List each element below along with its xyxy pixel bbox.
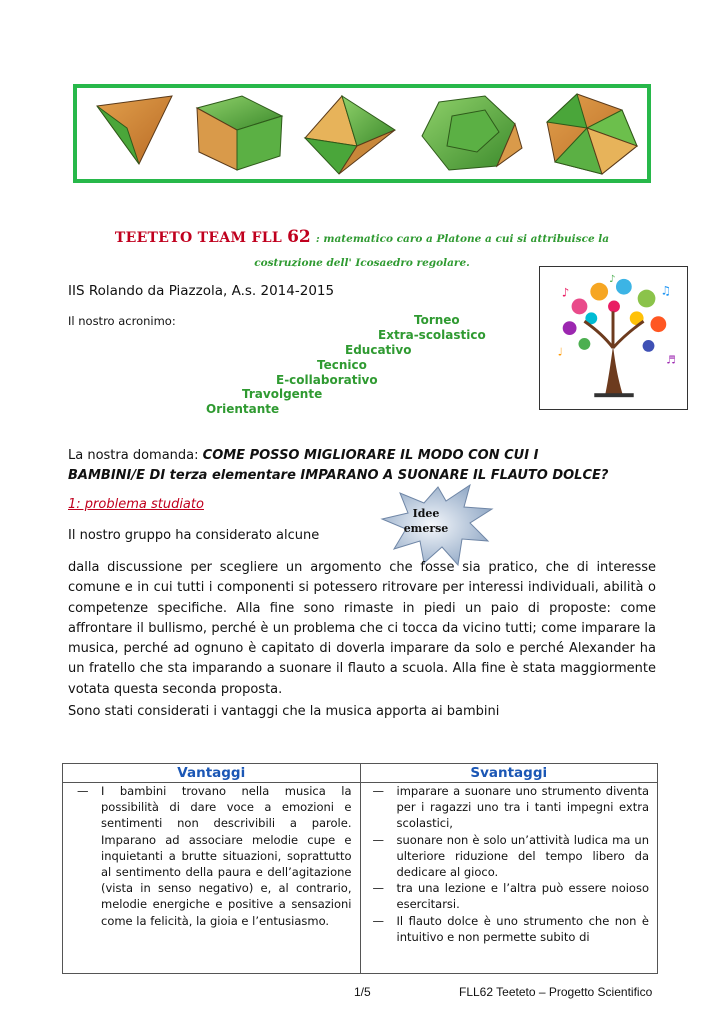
tetrahedron-shape	[97, 96, 172, 164]
column-header-vantaggi: Vantaggi	[63, 764, 361, 783]
vantaggi-cell	[63, 783, 361, 974]
svg-text:♬: ♬	[666, 353, 676, 367]
section-heading[interactable]: 1: problema studiato	[68, 497, 204, 512]
vantaggi-item-text: I bambini trovano nella musica la possibilità di dare voce a emozioni e sentimenti non descrivibili a parole. Imparano ad associare melodie cupe e inquietanti a brutte situazioni, soprattutto al sentimento della paura e dell’agitazione (vista in senso negativo) e, al contrario, melodie energiche e positive a sensazioni come la felicità, la gioia e l’entusiasmo.	[101, 784, 352, 928]
title-team: TEETETO TEAM FLL	[114, 230, 282, 246]
title-subtitle-1: : matematico caro a Platone a cui si attribuisce la	[315, 233, 610, 245]
acronym-word-torneo: Torneo	[414, 313, 460, 327]
callout-line-1: Idee	[412, 507, 440, 520]
svantaggi-item-text: imparare a suonare uno strumento diventa per i ragazzi uno tra i tanti impegni extra scolastici,	[396, 784, 649, 831]
svantaggi-cell	[360, 783, 658, 974]
svantaggi-item-text: Il flauto dolce è uno strumento che non è intuitivo e non permette subito di	[396, 913, 649, 944]
acronym-word-e-collaborativo: E-collaborativo	[276, 373, 378, 387]
title-subtitle-2: costruzione dell' Icosaedro regolare.	[254, 257, 470, 269]
polyhedra-banner	[73, 84, 651, 183]
svg-text:♪: ♪	[561, 285, 570, 300]
octahedron-shape	[305, 96, 395, 174]
callout-line-2: emerse	[403, 522, 449, 535]
column-header-svantaggi: Svantaggi	[360, 764, 658, 783]
icosahedron-shape	[547, 94, 637, 174]
title-number: 62	[287, 227, 311, 247]
paragraph-discussion: dalla discussione per scegliere un argomento che fosse sia pratico, che di interesse comune e in cui tutti i componenti si potessero ritrovare per interessi individuali, abilità o competenze specifiche. Alla fine sono rimaste in piedi un paio di proposte: come affrontare il bullismo, perché è un problema che ci tocca da vicino tutti; come imparare la musica, perché ad ognuno è capitato di doverla imparare da solo e perché Alexander ha un fratello che sta imparando a suonare il flauto a scuola. Alla fine è stata maggiormente votata questa seconda proposta.	[68, 560, 656, 697]
svantaggi-item-text: tra una lezione e l’altra può essere noioso esercitarsi.	[396, 881, 649, 912]
question-line-1: COME POSSO MIGLIORARE IL MODO CON CUI I	[202, 448, 539, 463]
dodecahedron-shape	[422, 96, 522, 170]
paragraph-advantages-intro: Sono stati considerati i vantaggi che la musica apporta ai bambini	[68, 704, 500, 719]
page-number: 1/5	[354, 985, 371, 999]
acronym-word-educativo: Educativo	[345, 343, 412, 357]
acronym-word-extra-scolastico: Extra-scolastico	[378, 328, 486, 342]
research-question	[68, 446, 668, 486]
paragraph-intro: Il nostro gruppo ha considerato alcune	[68, 528, 320, 543]
cube-shape	[197, 96, 282, 170]
callout-text	[378, 506, 474, 536]
acronym-word-orientante: Orientante	[206, 402, 280, 416]
acronym-word-travolgente: Travolgente	[242, 387, 323, 401]
list-item: — tra una lezione e l’altra può essere noioso esercitarsi.	[372, 881, 649, 912]
list-item: — imparare a suonare uno strumento diventa per i ragazzi uno tra i tanti impegni extra scolastici,	[372, 784, 649, 831]
music-tree-image	[539, 266, 688, 410]
svg-text:♩: ♩	[557, 345, 563, 359]
list-item: — I bambini trovano nella musica la possibilità di dare voce a emozioni e sentimenti non descrivibili a parole. Imparano ad associare melodie cupe e inquietanti a brutte situazioni, soprattutto al sentimento della paura e dell’agitazione (vista in senso negativo) e, al contrario, melodie energiche e positive a sensazioni come la felicità, la gioia e l’entusiasmo.	[77, 784, 352, 928]
svg-text:♪: ♪	[609, 273, 616, 285]
acronym-word-tecnico: Tecnico	[317, 358, 367, 372]
list-item: — Il flauto dolce è uno strumento che non è intuitivo e non permette subito di	[372, 913, 649, 944]
pros-cons-table	[62, 763, 658, 974]
acronym-label: Il nostro acronimo:	[68, 314, 176, 328]
svg-text:♫: ♫	[660, 283, 671, 298]
question-prefix: La nostra domanda:	[68, 448, 203, 463]
school-info: IIS Rolando da Piazzola, A.s. 2014-2015	[68, 283, 335, 299]
list-item: — suonare non è solo un’attività ludica ma un ulteriore riduzione del tempo libero da dedicare al gioco.	[372, 832, 649, 880]
question-line-2: BAMBINI/E DI terza elementare IMPARANO A SUONARE IL FLAUTO DOLCE?	[68, 468, 609, 483]
svantaggi-item-text: suonare non è solo un’attività ludica ma un ulteriore riduzione del tempo libero da dedicare al gioco.	[396, 832, 649, 880]
footer-doc-title: FLL62 Teeteto – Progetto Scientifico	[459, 985, 653, 999]
